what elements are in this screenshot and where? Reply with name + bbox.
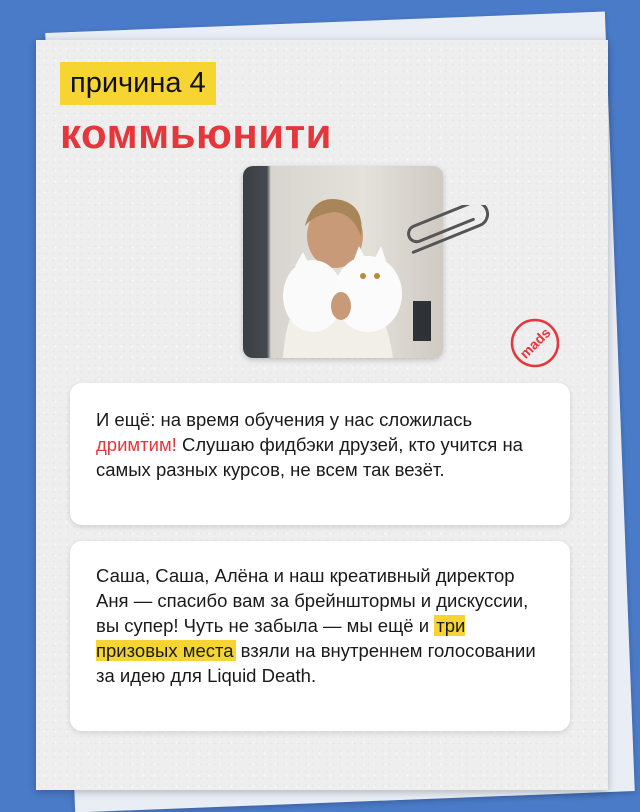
card2-highlight: три призовых места: [96, 615, 466, 661]
story-card-dreamteam: [70, 383, 570, 525]
reason-tag: причина 4: [60, 62, 216, 105]
card1-text-before: И ещё: на время обучения у нас сложилась: [96, 409, 473, 430]
card1-text-after: Слушаю фидбэки друзей, кто учится на самых разных курсов, не всем так везёт.: [96, 434, 523, 480]
page-title: коммьюнити: [60, 110, 332, 157]
card2-text-before: Саша, Саша, Алёна и наш креативный директор Аня — спасибо вам за брейнштормы и дискуссии, вы супер! Чуть не забыла — мы ещё и: [96, 565, 529, 636]
paperclip-icon: [400, 205, 510, 255]
photo-woman-with-cat: [243, 166, 443, 358]
photo-illustration: [243, 166, 443, 358]
card1-highlight: дримтим!: [96, 434, 177, 455]
card2-text-after: взяли на внутреннем голосовании за идею для Liquid Death.: [96, 640, 536, 686]
story-card-thanks: [70, 541, 570, 731]
mads-logo: [510, 318, 560, 368]
mads-logo-text: mads: [516, 324, 554, 362]
